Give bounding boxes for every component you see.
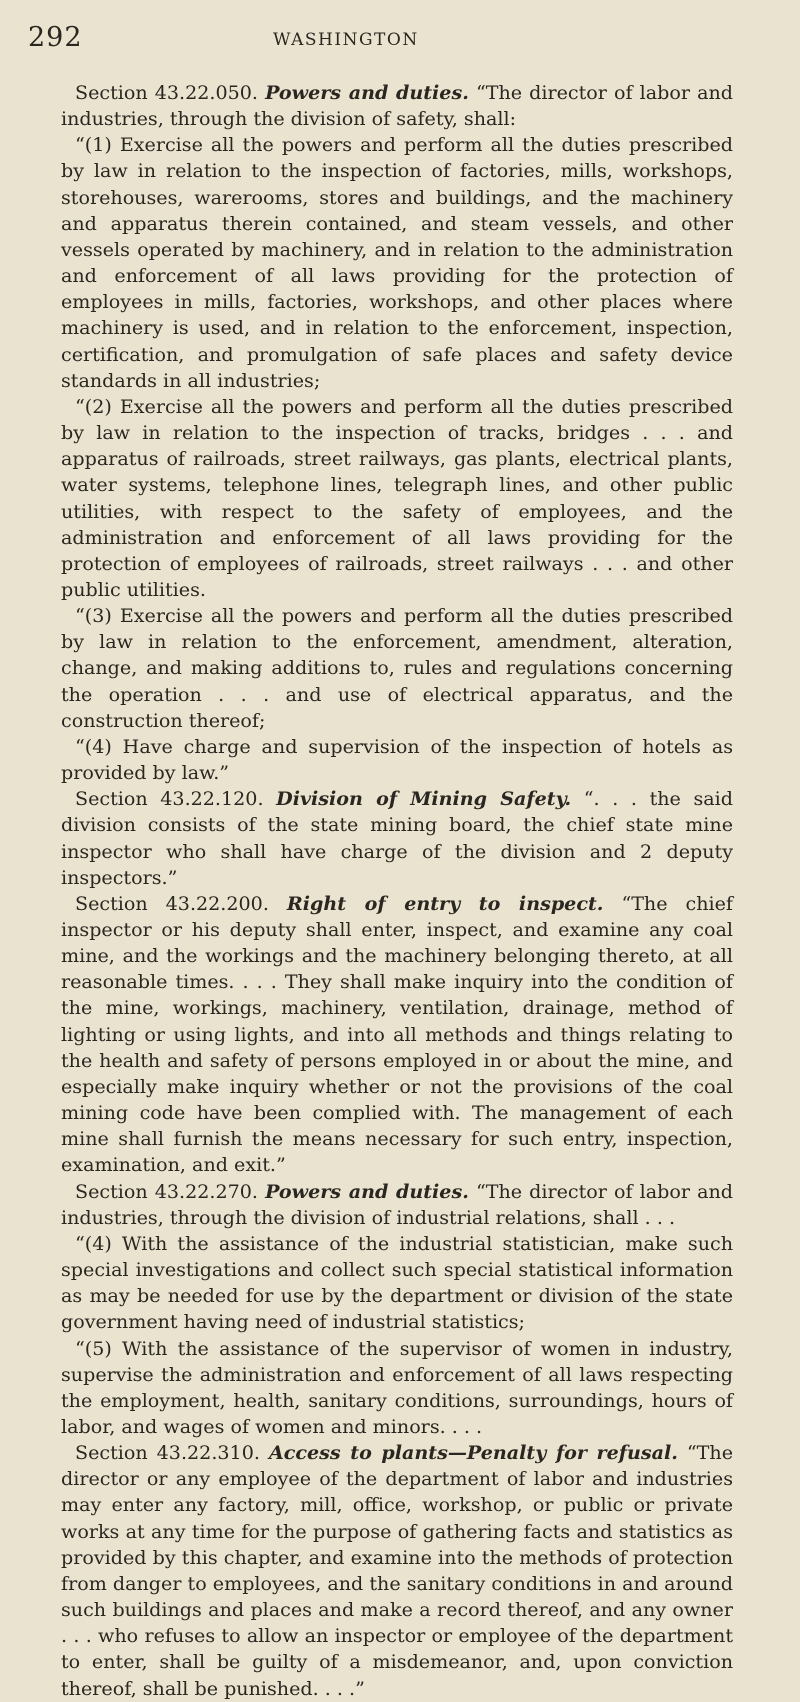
section-number: Section 43.22.120. <box>75 787 264 811</box>
section-heading: Division of Mining Safety. <box>276 787 572 811</box>
section-number: Section 43.22.050. <box>75 81 258 104</box>
paragraph-item-4-statistics <box>61 1231 733 1336</box>
document-body <box>61 80 733 1702</box>
paragraph-text: “(1) Exercise all the powers and perform all the duties prescribed by law in relation to the inspection of factories, mills, workshops, storehouses, warerooms, stores and buildings, and the machinery and apparatus therein contained, and steam vessels, and other vessels operated by machinery, and in relation to the administration and enforcement of all laws providing for the protection of employees in mills, factories, workshops, and other places where machinery is used, and in relation to the enforcement, inspection, certification, and promulgation of safe places and safety device standards in all industries; <box>61 133 733 392</box>
paragraph-text: “(4) With the assistance of the industrial statistician, make such special investigations and collect such special statistical information as may be needed for use by the department or division of the state government having need of industrial statistics; <box>61 1231 733 1334</box>
paragraph-text: “(3) Exercise all the powers and perform all the duties prescribed by law in relation to the enforcement, amendment, alteration, change, and making additions to, rules and regulations concerning the operation . . . and use of electrical apparatus, and the construction thereof; <box>61 604 733 732</box>
section-number: Section 43.22.270. <box>75 1179 258 1203</box>
paragraph-section-43-22-050 <box>61 80 733 132</box>
paragraph-item-3 <box>61 603 733 734</box>
paragraph-item-5 <box>61 1336 733 1441</box>
paragraph-text: “(4) Have charge and supervision of the inspection of hotels as provided by law.” <box>61 734 733 785</box>
paragraph-text: “(2) Exercise all the powers and perform all the duties prescribed by law in relation to the inspection of tracks, bridges . . . and apparatus of railroads, street railways, gas plants, electrical plants, water systems, telephone lines, telegraph lines, and other public utilities, with respect to the safety of employees, and the administration and enforcement of all laws providing for the protection of employees of railroads, street railways . . . and other public utilities. <box>61 394 733 601</box>
paragraph-text: “. . . the said division consists of the state mining board, the chief state mine inspector who shall have charge of the division and 2 deputy inspectors.” <box>61 787 733 889</box>
paragraph-text: “The director of labor and industries, through the division of industrial relations, shall . . . <box>61 1179 733 1229</box>
running-head: WASHINGTON <box>273 30 419 50</box>
section-number: Section 43.22.200. <box>75 891 269 915</box>
page-header <box>28 22 760 52</box>
paragraph-section-43-22-310 <box>61 1440 733 1702</box>
page-number: 292 <box>28 22 83 53</box>
paragraph-text: “(5) With the assistance of the supervisor of women in industry, supervise the administration and enforcement of all laws respecting the employment, health, sanitary conditions, surroundings, hours of labor, and wages of women and minors. . . . <box>61 1336 733 1438</box>
paragraph-section-43-22-270 <box>61 1179 733 1231</box>
paragraph-text: “The chief inspector or his deputy shall enter, inspect, and examine any coal mine, and the workings and the machinery belonging thereto, at all reasonable times. . . . They shall make inquiry into the condition of the mine, workings, machinery, ventilation, drainage, method of lighting or using lights, and into all methods and things relating to the health and safety of persons employed in or about the mine, and especially make inquiry whether or not the provisions of the coal mining code have been complied with. The management of each mine shall furnish the means necessary for such entry, inspection, examination, and exit.” <box>61 891 733 1177</box>
paragraph-section-43-22-120 <box>61 786 733 891</box>
section-number: Section 43.22.310. <box>75 1441 260 1465</box>
paragraph-text: “The director or any employee of the department of labor and industries may enter any factory, mill, office, workshop, or public or private works at any time for the purpose of gathering facts and statistics as provided by this chapter, and examine into the methods of protection from danger to employees, and the sanitary conditions in and around such buildings and places and make a record thereof, and any owner . . . who refuses to allow an inspector or employee of the department to enter, shall be guilty of a misdemeanor, and, upon conviction thereof, shall be punished. . . .” <box>61 1441 734 1700</box>
section-heading: Powers and duties. <box>265 81 469 104</box>
section-heading: Powers and duties. <box>265 1179 469 1203</box>
paragraph-text: “The director of labor and industries, through the division of safety, shall: <box>61 81 733 131</box>
paragraph-item-1 <box>61 132 733 394</box>
section-heading: Access to plants—Penalty for refusal. <box>268 1441 678 1465</box>
section-heading: Right of entry to inspect. <box>286 891 604 915</box>
paragraph-item-4 <box>61 734 733 786</box>
paragraph-section-43-22-200 <box>61 891 733 1179</box>
paragraph-item-2 <box>61 394 733 603</box>
